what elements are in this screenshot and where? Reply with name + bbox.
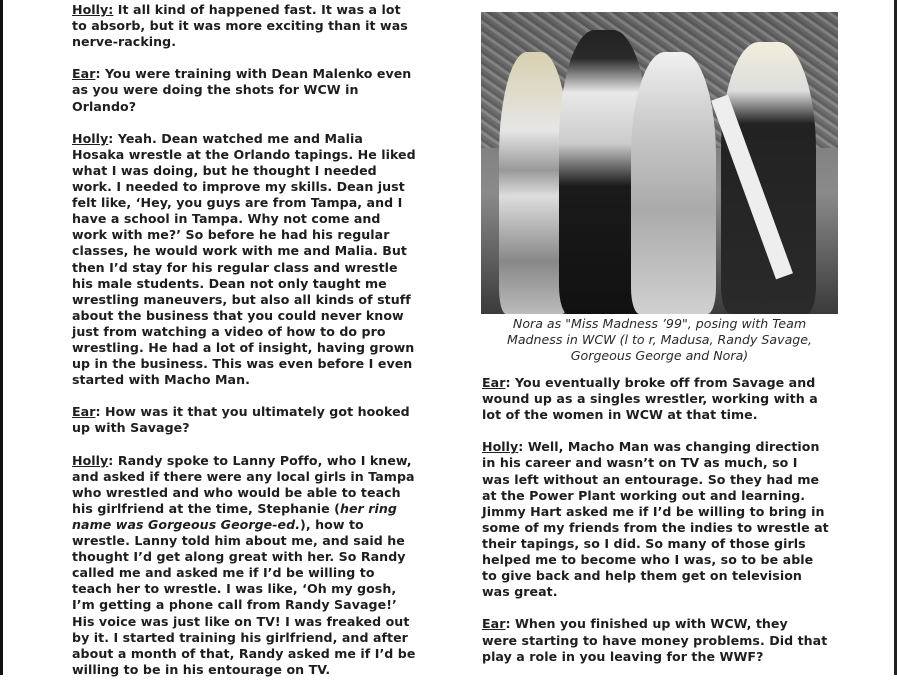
speaker-label: Holly xyxy=(72,452,109,468)
text-segment: were starting to have money problems. Did that xyxy=(482,632,828,648)
text-line xyxy=(72,227,442,243)
text-segment: work with me?’ So before he had his regular xyxy=(72,227,390,243)
text-segment: then I’d stay for his regular class and wrestle xyxy=(72,259,398,275)
text-segment: wrestling maneuvers, but also all kinds of stuff xyxy=(72,291,411,307)
text-segment: lot of the women in WCW at that time. xyxy=(482,407,758,423)
photo-figure-gorgeous-george xyxy=(631,52,716,314)
scan-edge-left xyxy=(0,0,3,675)
text-line xyxy=(72,276,442,292)
text-line xyxy=(482,391,862,407)
text-line xyxy=(72,453,442,469)
text-line xyxy=(72,630,442,646)
text-segment: about the business that you could never know xyxy=(72,307,404,323)
text-segment: in his career and wasn’t on TV as much, so I xyxy=(482,455,798,471)
answer-holly xyxy=(72,131,442,389)
text-line xyxy=(72,308,442,324)
text-segment: : You eventually broke off from Savage and xyxy=(505,375,816,390)
text-segment: : How was it that you ultimately got hooked xyxy=(95,404,410,420)
text-line xyxy=(482,504,862,520)
text-segment: to absorb, but it was more exciting than it was xyxy=(72,18,408,34)
caption-line: Nora as "Miss Madness ’99", posing with Team xyxy=(512,316,807,331)
text-segment: some of my friends from the indies to wrestle at xyxy=(482,519,829,535)
text-segment: I’m getting a phone call from Randy Savage!’ xyxy=(72,597,397,613)
text-line xyxy=(482,552,862,568)
text-line xyxy=(72,404,442,420)
photo-caption xyxy=(481,316,838,364)
wrestlers-photo xyxy=(481,12,838,314)
text-line xyxy=(72,292,442,308)
text-line xyxy=(72,485,442,501)
text-line xyxy=(72,324,442,340)
speaker-label: Holly: xyxy=(72,2,114,17)
text-segment: It all kind of happened fast. It was a lot xyxy=(113,2,401,17)
text-line xyxy=(72,517,442,533)
text-segment: wrestling. He had a lot of insight, having grown xyxy=(72,339,415,355)
text-line xyxy=(482,536,862,552)
text-segment: by it. I started training his girlfriend, and after xyxy=(72,629,408,645)
text-segment: : You were training with Dean Malenko even xyxy=(95,66,412,82)
caption-line: Gorgeous George and Nora) xyxy=(570,348,749,363)
text-line xyxy=(482,455,862,471)
italic-text: her ring xyxy=(339,500,397,516)
text-line xyxy=(72,163,442,179)
question-ear xyxy=(482,616,862,664)
text-line xyxy=(72,581,442,597)
speaker-label: Ear xyxy=(72,66,96,82)
text-line xyxy=(72,614,442,630)
text-segment: about a month of that, Randy asked me if I’d be xyxy=(72,645,416,661)
text-segment: : When you finished up with WCW, they xyxy=(505,616,788,632)
text-segment: : Well, Macho Man was changing direction xyxy=(518,439,820,455)
text-line xyxy=(72,501,442,517)
text-segment: His voice was just like on TV! I was freaked out xyxy=(72,613,410,629)
text-line xyxy=(72,131,442,147)
text-segment: who wrestled and who would be able to teach xyxy=(72,484,401,500)
text-line xyxy=(482,488,862,504)
question-ear xyxy=(72,66,442,114)
answer-holly xyxy=(482,439,862,600)
speaker-label: Holly xyxy=(72,130,109,146)
text-segment: just from watching a video of how to do pro xyxy=(72,323,386,339)
text-line xyxy=(72,66,442,82)
text-line xyxy=(482,649,862,665)
text-line xyxy=(482,584,862,600)
text-segment: was great. xyxy=(482,584,558,600)
text-line xyxy=(72,2,442,18)
answer-holly xyxy=(72,453,442,678)
text-line xyxy=(72,195,442,211)
text-segment: Jimmy Hart asked me if I’d be willing to bring in xyxy=(482,503,825,519)
text-segment: have a school in Tampa. Why not come and xyxy=(72,211,381,227)
text-line xyxy=(72,646,442,662)
text-segment: work. I needed to improve my skills. Dean just xyxy=(72,179,405,195)
text-line xyxy=(72,340,442,356)
question-ear xyxy=(72,404,442,436)
text-line xyxy=(482,375,862,391)
text-line xyxy=(482,616,862,632)
speaker-label: Ear xyxy=(482,616,506,632)
text-segment: : Randy spoke to Lanny Poffo, who I knew, xyxy=(108,452,412,468)
text-line xyxy=(72,533,442,549)
photo-figure-nora xyxy=(721,42,816,314)
text-line xyxy=(72,211,442,227)
text-segment: , how to xyxy=(305,517,364,532)
text-line xyxy=(72,469,442,485)
text-line xyxy=(72,82,442,98)
text-segment: Orlando? xyxy=(72,98,137,114)
text-segment: willing to be in his entourage on TV. xyxy=(72,661,331,677)
text-segment: up with Savage? xyxy=(72,420,190,436)
speaker-label: Ear xyxy=(482,375,506,390)
italic-text: name was Gorgeous George-ed. xyxy=(72,517,301,532)
text-segment: Hosaka wrestle at the Orlando tapings. He liked xyxy=(72,146,416,162)
text-segment: up in the business. This was even before I even xyxy=(72,356,413,372)
text-line xyxy=(72,372,442,388)
text-segment: started with Macho Man. xyxy=(72,372,250,388)
text-segment: : Yeah. Dean watched me and Malia xyxy=(108,130,363,146)
text-line xyxy=(72,260,442,276)
text-segment: his girlfriend at the time, Stephanie ( xyxy=(72,500,340,516)
text-line xyxy=(482,633,862,649)
text-segment: classes, he would work with me and Malia. But xyxy=(72,243,407,259)
text-line xyxy=(72,565,442,581)
text-line xyxy=(72,662,442,678)
text-line xyxy=(482,472,862,488)
right-column xyxy=(482,375,862,681)
text-line xyxy=(72,549,442,565)
text-segment: his male students. Dean not only taught me xyxy=(72,275,387,291)
text-segment: wound up as a singles wrestler, working with a xyxy=(482,391,818,407)
text-line xyxy=(72,597,442,613)
text-line xyxy=(72,147,442,163)
text-line xyxy=(72,18,442,34)
text-segment: and asked if there were any local girls in Tampa xyxy=(72,468,415,484)
caption-line: Madness in WCW (l to r, Madusa, Randy Savage, xyxy=(506,332,813,347)
text-line xyxy=(482,407,862,423)
text-line xyxy=(72,420,442,436)
text-segment: wrestle. Lanny told him about me, and said he xyxy=(72,533,405,549)
answer-holly xyxy=(72,2,442,50)
text-segment: play a role in you leaving for the WWF? xyxy=(482,648,764,664)
text-line xyxy=(72,243,442,259)
left-column xyxy=(72,2,442,694)
text-segment: was left without an entourage. So they had me xyxy=(482,471,820,487)
text-segment: called me and asked me if I’d be willing to xyxy=(72,565,375,581)
text-segment: what I was doing, but he thought I needed xyxy=(72,162,377,178)
text-segment: to give back and help them get on television xyxy=(482,568,802,584)
text-line xyxy=(482,439,862,455)
question-ear xyxy=(482,375,862,423)
text-line xyxy=(482,568,862,584)
text-segment: thought I’d get along great with her. So Randy xyxy=(72,549,406,565)
text-segment: nerve-racking. xyxy=(72,34,177,50)
text-line xyxy=(72,99,442,115)
text-line xyxy=(72,34,442,50)
text-line xyxy=(482,520,862,536)
text-segment: their tapings, so I did. So many of those girls xyxy=(482,535,806,551)
text-line xyxy=(72,356,442,372)
text-segment: teach her to wrestle. I was like, ‘Oh my gosh, xyxy=(72,581,397,597)
text-segment: at the Power Plant working out and learning. xyxy=(482,487,806,503)
text-segment: ) xyxy=(300,517,306,532)
text-segment: felt like, ‘Hey, you guys are from Tampa, and I xyxy=(72,195,403,211)
speaker-label: Holly xyxy=(482,439,519,455)
text-segment: as you were doing the shots for WCW in xyxy=(72,82,359,98)
text-line xyxy=(72,179,442,195)
speaker-label: Ear xyxy=(72,404,96,420)
text-segment: helped me to become who I was, so to be able xyxy=(482,552,814,568)
